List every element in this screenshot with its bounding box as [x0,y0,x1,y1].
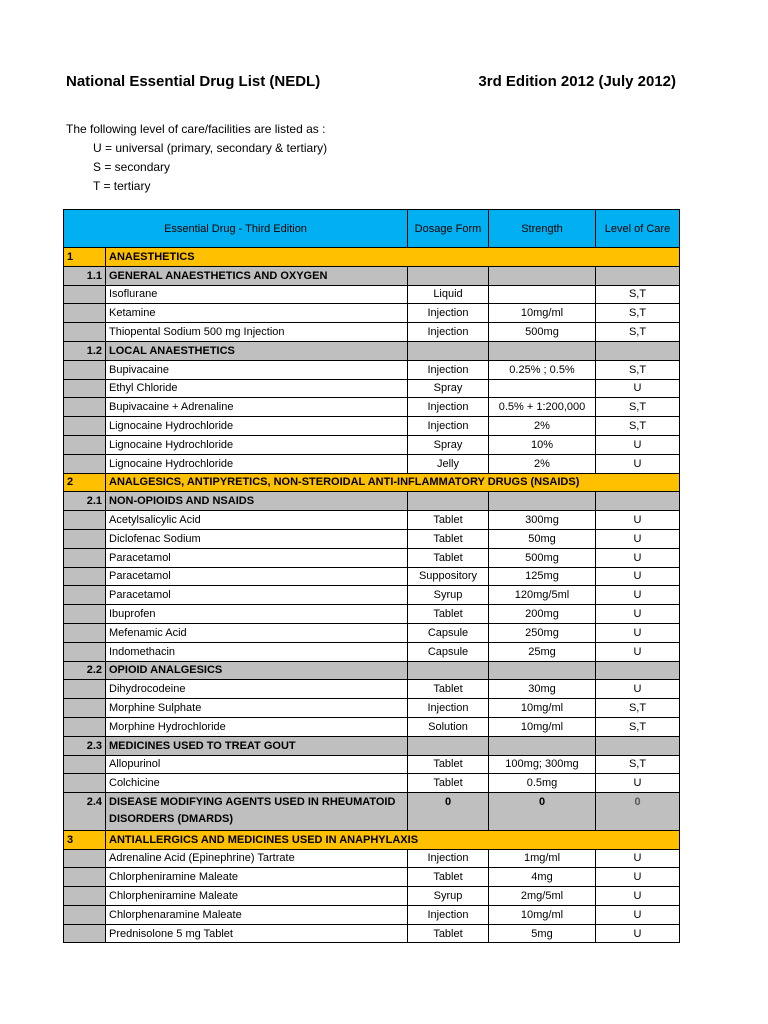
drug-name: Ibuprofen [106,605,408,624]
strength: 1mg/ml [489,849,596,868]
drug-row [64,285,680,304]
level-of-care: U [596,511,680,530]
dosage-form: Syrup [408,586,489,605]
strength: 300mg [489,511,596,530]
strength [489,285,596,304]
row-indent-cell [64,924,106,943]
strength: 10mg/ml [489,717,596,736]
row-indent-cell [64,623,106,642]
subsection-level-of-care [596,661,680,680]
row-indent-cell [64,304,106,323]
row-indent-cell [64,717,106,736]
table-header-row [64,210,680,248]
level-of-care: S,T [596,285,680,304]
dosage-form: Injection [408,417,489,436]
drug-row [64,454,680,473]
subsection-number: 1.1 [64,266,106,285]
drug-name: Bupivacaine + Adrenaline [106,398,408,417]
level-of-care: U [596,605,680,624]
dosage-form: Spray [408,435,489,454]
dosage-form: Injection [408,398,489,417]
subsection-dosage-form [408,341,489,360]
subsection-row [64,736,680,755]
subsection-level-of-care: 0 [596,793,680,831]
drug-name: Acetylsalicylic Acid [106,511,408,530]
drug-row [64,398,680,417]
subsection-title: MEDICINES USED TO TREAT GOUT [106,736,408,755]
level-of-care: U [596,623,680,642]
dosage-form: Injection [408,849,489,868]
drug-row [64,680,680,699]
strength: 500mg [489,548,596,567]
subsection-title: LOCAL ANAESTHETICS [106,341,408,360]
section-title: ANTIALLERGICS AND MEDICINES USED IN ANAPHYLAXIS [106,830,680,849]
dosage-form: Tablet [408,511,489,530]
row-indent-cell [64,887,106,906]
dosage-form: Jelly [408,454,489,473]
dosage-form: Injection [408,360,489,379]
level-of-care: S,T [596,323,680,342]
column-header-strength: Strength [489,210,596,248]
dosage-form: Solution [408,717,489,736]
row-indent-cell [64,529,106,548]
row-indent-cell [64,868,106,887]
drug-row [64,529,680,548]
level-of-care: U [596,529,680,548]
row-indent-cell [64,680,106,699]
dosage-form: Tablet [408,755,489,774]
level-of-care: U [596,642,680,661]
drug-name: Lignocaine Hydrochloride [106,417,408,436]
dosage-form: Capsule [408,642,489,661]
subsection-level-of-care [596,492,680,511]
subsection-number: 2.3 [64,736,106,755]
subsection-row [64,341,680,360]
drug-row [64,717,680,736]
drug-name: Chlorpheniramine Maleate [106,887,408,906]
dosage-form: Injection [408,323,489,342]
section-title: ANAESTHETICS [106,248,680,267]
row-indent-cell [64,360,106,379]
dosage-form: Tablet [408,924,489,943]
subsection-title: GENERAL ANAESTHETICS AND OXYGEN [106,266,408,285]
level-of-care: U [596,680,680,699]
legend-universal: U = universal (primary, secondary & tertiary) [93,141,328,155]
drug-name: Diclofenac Sodium [106,529,408,548]
drug-name: Ketamine [106,304,408,323]
drug-name: Lignocaine Hydrochloride [106,435,408,454]
drug-name: Paracetamol [106,586,408,605]
strength: 10mg/ml [489,699,596,718]
subsection-level-of-care [596,341,680,360]
drug-list-table [63,209,680,943]
strength: 200mg [489,605,596,624]
level-of-care: U [596,454,680,473]
strength: 10% [489,435,596,454]
level-of-care-legend [66,120,327,196]
drug-name: Mefenamic Acid [106,623,408,642]
dosage-form: Liquid [408,285,489,304]
row-indent-cell [64,285,106,304]
drug-row [64,605,680,624]
drug-name: Morphine Sulphate [106,699,408,718]
subsection-level-of-care [596,266,680,285]
document-header [66,73,676,95]
level-of-care: S,T [596,755,680,774]
drug-name: Prednisolone 5 mg Tablet [106,924,408,943]
level-of-care: S,T [596,304,680,323]
legend-secondary: S = secondary [93,160,171,174]
strength: 0.25% ; 0.5% [489,360,596,379]
drug-name: Adrenaline Acid (Epinephrine) Tartrate [106,849,408,868]
drug-row [64,435,680,454]
row-indent-cell [64,642,106,661]
dosage-form: Tablet [408,868,489,887]
drug-row [64,642,680,661]
section-row [64,473,680,492]
strength: 125mg [489,567,596,586]
subsection-title: OPIOID ANALGESICS [106,661,408,680]
drug-row [64,323,680,342]
row-indent-cell [64,511,106,530]
strength: 120mg/5ml [489,586,596,605]
subsection-strength [489,341,596,360]
drug-row [64,699,680,718]
subsection-dosage-form [408,266,489,285]
drug-row [64,868,680,887]
level-of-care: U [596,586,680,605]
dosage-form: Tablet [408,680,489,699]
drug-name: Lignocaine Hydrochloride [106,454,408,473]
dosage-form: Injection [408,905,489,924]
level-of-care: U [596,887,680,906]
strength: 5mg [489,924,596,943]
level-of-care: S,T [596,398,680,417]
row-indent-cell [64,323,106,342]
subsection-number: 2.2 [64,661,106,680]
strength: 0.5mg [489,774,596,793]
drug-row [64,905,680,924]
section-row [64,830,680,849]
row-indent-cell [64,699,106,718]
drug-name: Paracetamol [106,548,408,567]
drug-name: Isoflurane [106,285,408,304]
section-number: 2 [64,473,106,492]
level-of-care: S,T [596,717,680,736]
document-edition: 3rd Edition 2012 (July 2012) [478,73,676,90]
subsection-row [64,492,680,511]
drug-name: Ethyl Chloride [106,379,408,398]
row-indent-cell [64,567,106,586]
level-of-care: U [596,905,680,924]
subsection-number: 2.1 [64,492,106,511]
dosage-form: Capsule [408,623,489,642]
row-indent-cell [64,586,106,605]
drug-row [64,511,680,530]
section-number: 1 [64,248,106,267]
row-indent-cell [64,454,106,473]
strength: 250mg [489,623,596,642]
row-indent-cell [64,398,106,417]
strength: 0.5% + 1:200,000 [489,398,596,417]
subsection-dosage-form [408,661,489,680]
level-of-care: U [596,868,680,887]
subsection-strength [489,492,596,511]
level-of-care: U [596,924,680,943]
strength: 10mg/ml [489,905,596,924]
strength: 500mg [489,323,596,342]
subsection-row [64,661,680,680]
drug-row [64,304,680,323]
table-body [64,248,680,943]
level-of-care: S,T [596,699,680,718]
section-number: 3 [64,830,106,849]
drug-row [64,924,680,943]
dosage-form: Spray [408,379,489,398]
drug-row [64,755,680,774]
drug-row [64,548,680,567]
column-header-drug: Essential Drug - Third Edition [64,210,408,248]
drug-name: Indomethacin [106,642,408,661]
strength: 30mg [489,680,596,699]
drug-row [64,623,680,642]
row-indent-cell [64,774,106,793]
dosage-form: Tablet [408,548,489,567]
drug-row [64,417,680,436]
drug-row [64,567,680,586]
drug-row [64,360,680,379]
drug-name: Chlorpheniramine Maleate [106,868,408,887]
subsection-number: 2.4 [64,793,106,831]
dosage-form: Suppository [408,567,489,586]
level-of-care: U [596,567,680,586]
drug-row [64,887,680,906]
strength: 4mg [489,868,596,887]
subsection-dosage-form [408,492,489,511]
row-indent-cell [64,435,106,454]
subsection-strength [489,661,596,680]
level-of-care: S,T [596,360,680,379]
subsection-strength: 0 [489,793,596,831]
level-of-care: U [596,774,680,793]
row-indent-cell [64,379,106,398]
legend-lead: The following level of care/facilities are listed as : [66,122,326,136]
subsection-strength [489,266,596,285]
drug-name: Dihydrocodeine [106,680,408,699]
level-of-care: U [596,548,680,567]
dosage-form: Injection [408,699,489,718]
subsection-strength [489,736,596,755]
row-indent-cell [64,548,106,567]
subsection-level-of-care [596,736,680,755]
drug-row [64,379,680,398]
row-indent-cell [64,905,106,924]
section-title: ANALGESICS, ANTIPYRETICS, NON-STEROIDAL ANTI-INFLAMMATORY DRUGS (NSAIDS) [106,473,680,492]
drug-name: Allopurinol [106,755,408,774]
dosage-form: Syrup [408,887,489,906]
subsection-title: DISEASE MODIFYING AGENTS USED IN RHEUMATOID DISORDERS (DMARDS) [106,793,408,831]
row-indent-cell [64,849,106,868]
strength: 100mg; 300mg [489,755,596,774]
strength: 2mg/5ml [489,887,596,906]
column-header-level-of-care: Level of Care [596,210,680,248]
level-of-care: U [596,435,680,454]
column-header-dosage-form: Dosage Form [408,210,489,248]
dosage-form: Tablet [408,529,489,548]
drug-name: Morphine Hydrochloride [106,717,408,736]
strength: 50mg [489,529,596,548]
subsection-number: 1.2 [64,341,106,360]
dosage-form: Tablet [408,774,489,793]
dosage-form: Injection [408,304,489,323]
drug-name: Bupivacaine [106,360,408,379]
strength: 10mg/ml [489,304,596,323]
row-indent-cell [64,605,106,624]
strength: 2% [489,454,596,473]
legend-tertiary: T = tertiary [93,179,151,193]
level-of-care: U [596,849,680,868]
dosage-form: Tablet [408,605,489,624]
drug-name: Colchicine [106,774,408,793]
row-indent-cell [64,417,106,436]
drug-row [64,849,680,868]
strength [489,379,596,398]
subsection-row [64,793,680,831]
document-title: National Essential Drug List (NEDL) [66,73,321,90]
drug-name: Thiopental Sodium 500 mg Injection [106,323,408,342]
strength: 25mg [489,642,596,661]
strength: 2% [489,417,596,436]
drug-row [64,774,680,793]
subsection-title: NON-OPIOIDS AND NSAIDS [106,492,408,511]
subsection-dosage-form: 0 [408,793,489,831]
subsection-row [64,266,680,285]
drug-row [64,586,680,605]
level-of-care: S,T [596,417,680,436]
row-indent-cell [64,755,106,774]
section-row [64,248,680,267]
level-of-care: U [596,379,680,398]
drug-name: Chlorphenaramine Maleate [106,905,408,924]
drug-name: Paracetamol [106,567,408,586]
subsection-dosage-form [408,736,489,755]
